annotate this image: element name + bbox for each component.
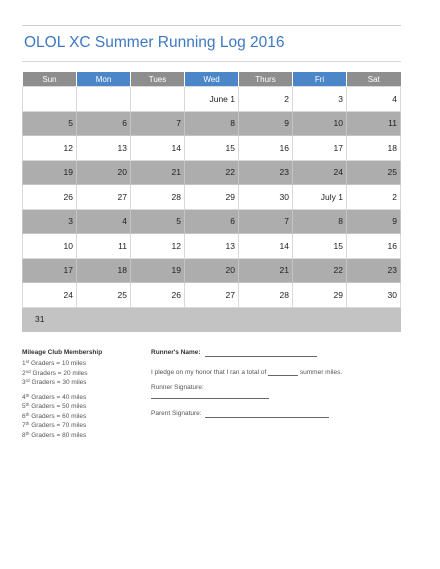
mileage-club-item [22,412,142,422]
calendar-day-cell: 18 [77,258,131,283]
calendar-day-cell: 3 [23,209,77,234]
day-header-wed: Wed [185,72,239,87]
calendar-week-row [23,234,401,259]
mileage-club-list [22,359,142,440]
calendar-day-cell: 7 [131,111,185,136]
calendar-day-cell: 29 [293,283,347,308]
calendar-body [23,87,401,332]
calendar-day-cell: 20 [77,160,131,185]
calendar-day-cell: 4 [77,209,131,234]
grade-ordinal-suffix: th [25,411,30,417]
calendar-day-cell: 12 [131,234,185,259]
grade-miles-text: Graders = 40 miles [29,393,87,401]
calendar-week-row [23,307,401,332]
calendar-day-cell: 8 [185,111,239,136]
calendar-day-cell: 10 [293,111,347,136]
calendar-day-cell [239,307,293,332]
calendar-week-row [23,283,401,308]
calendar-day-cell: 23 [347,258,401,283]
calendar-week-row [23,209,401,234]
calendar-day-cell: 9 [347,209,401,234]
calendar-day-cell [293,307,347,332]
grade-ordinal-suffix: th [25,430,30,436]
day-header-mon: Mon [77,72,131,87]
runner-signature-line [151,392,269,399]
grade-number: 6 [22,412,26,420]
calendar-day-cell: 14 [239,234,293,259]
calendar-day-cell: June 1 [185,87,239,112]
calendar-week-row [23,185,401,210]
grade-ordinal-suffix: nd [25,368,31,374]
page-title: OLOL XC Summer Running Log 2016 [24,34,285,51]
grade-ordinal-suffix: th [25,402,30,407]
calendar-day-cell: 19 [131,258,185,283]
calendar-day-cell: 22 [293,258,347,283]
grade-miles-text: Graders = 10 miles [29,360,87,367]
miles-blank-line [268,368,298,376]
calendar-day-cell: 29 [185,185,239,210]
calendar-day-cell: 2 [347,185,401,210]
calendar-day-cell [77,87,131,112]
calendar-day-cell: 15 [185,136,239,161]
calendar-day-cell: 16 [347,234,401,259]
pledge-text-end: summer miles. [299,369,343,376]
pledge-statement [151,368,342,376]
grade-ordinal-suffix: th [25,421,30,426]
mileage-club-item [22,421,142,431]
calendar-day-cell: 5 [23,111,77,136]
grade-miles-text: Graders = 50 miles [29,403,87,410]
mileage-club-item [22,431,142,441]
calendar-day-cell [77,307,131,332]
calendar-day-cell: 18 [347,136,401,161]
calendar-day-cell: 20 [185,258,239,283]
calendar-day-cell: 24 [23,283,77,308]
calendar-day-cell: 28 [131,185,185,210]
calendar-day-cell: 31 [23,307,77,332]
mileage-club-item [22,369,142,379]
calendar-day-cell: 27 [77,185,131,210]
calendar-week-row [23,136,401,161]
grade-ordinal-suffix: st [25,359,30,364]
day-header-tues: Tues [131,72,185,87]
calendar-day-cell: 9 [239,111,293,136]
grade-miles-text: Graders = 80 miles [29,431,87,439]
calendar-week-row [23,160,401,185]
parent-signature-line [205,409,329,418]
calendar-day-cell: 4 [347,87,401,112]
title-divider [22,61,401,62]
calendar-day-cell: 30 [239,185,293,210]
calendar-day-cell: 2 [239,87,293,112]
grade-ordinal-suffix: th [25,392,30,398]
calendar-day-cell: 26 [131,283,185,308]
calendar-day-cell: 21 [239,258,293,283]
calendar-week-row [23,111,401,136]
mileage-club-item [22,393,142,403]
day-header-thurs: Thurs [239,72,293,87]
calendar-day-cell: 11 [77,234,131,259]
grade-miles-text: Graders = 70 miles [29,422,87,429]
mileage-club-item [22,359,142,369]
day-header-sat: Sat [347,72,401,87]
mileage-club-item [22,378,142,388]
day-header-sun: Sun [23,72,77,87]
calendar-day-cell: July 1 [293,185,347,210]
calendar-day-cell [185,307,239,332]
calendar-week-row [23,258,401,283]
day-header-fri: Fri [293,72,347,87]
runner-signature-label: Runner Signature: [151,384,204,391]
grade-miles-text: Graders = 60 miles [29,412,87,420]
grade-number: 8 [22,431,26,439]
grade-number: 1 [22,360,26,367]
calendar-day-cell: 15 [293,234,347,259]
calendar-day-cell: 30 [347,283,401,308]
calendar-day-cell: 5 [131,209,185,234]
grade-number: 3 [22,379,26,386]
mileage-club-item [22,402,142,412]
calendar-table [22,72,401,332]
calendar-day-cell: 25 [347,160,401,185]
calendar-day-cell: 24 [293,160,347,185]
calendar-header-row [23,72,401,87]
grade-number: 4 [22,393,26,401]
calendar-day-cell: 22 [185,160,239,185]
calendar-day-cell: 23 [239,160,293,185]
calendar-day-cell [347,307,401,332]
grade-number: 2 [22,369,26,377]
parent-signature-label: Parent Signature: [151,410,202,417]
calendar-day-cell: 13 [185,234,239,259]
calendar-day-cell: 27 [185,283,239,308]
calendar-day-cell: 19 [23,160,77,185]
calendar-day-cell: 11 [347,111,401,136]
calendar-day-cell: 6 [185,209,239,234]
calendar-day-cell: 28 [239,283,293,308]
mileage-club-heading: Mileage Club Membership [22,349,103,356]
calendar-week-row [23,87,401,112]
calendar-day-cell [131,87,185,112]
grade-ordinal-suffix: rd [25,378,30,383]
top-divider [22,25,401,26]
grade-miles-text: Graders = 20 miles [30,369,88,377]
calendar-day-cell: 3 [293,87,347,112]
calendar-day-cell: 14 [131,136,185,161]
grade-number: 5 [22,403,26,410]
calendar-day-cell: 6 [77,111,131,136]
calendar-day-cell: 12 [23,136,77,161]
grade-number: 7 [22,422,26,429]
calendar-day-cell: 25 [77,283,131,308]
calendar-day-cell [23,87,77,112]
calendar-day-cell: 26 [23,185,77,210]
runner-name-line [205,348,317,357]
calendar-day-cell [131,307,185,332]
calendar-day-cell: 8 [293,209,347,234]
calendar-day-cell: 17 [293,136,347,161]
runner-name-label: Runner's Name: [151,349,201,356]
calendar-day-cell: 10 [23,234,77,259]
calendar-day-cell: 13 [77,136,131,161]
pledge-text-start: I pledge on my honor that I ran a total of [151,369,267,376]
grade-miles-text: Graders = 30 miles [29,379,87,386]
calendar-day-cell: 17 [23,258,77,283]
calendar-day-cell: 7 [239,209,293,234]
calendar-day-cell: 16 [239,136,293,161]
calendar-day-cell: 21 [131,160,185,185]
